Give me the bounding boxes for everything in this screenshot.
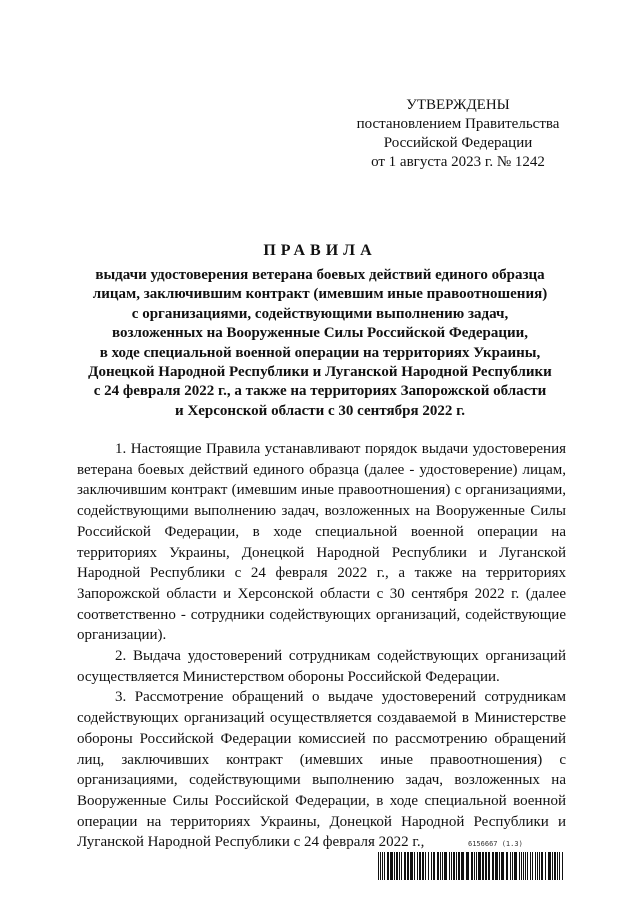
subtitle-line: возложенных на Вооруженные Силы Российской Федерации, [111, 325, 529, 342]
subtitle-line: с организациями, содействующими выполнению задач, [131, 305, 509, 322]
barcode-block [378, 840, 566, 900]
document-body [77, 439, 566, 853]
subtitle-line: лицам, заключившим контракт (имевшим иные правоотношения) [92, 286, 548, 303]
approval-date-number: от 1 августа 2023 г. № 1242 [371, 154, 545, 170]
subtitle-line: и Херсонской области с 30 сентября 2022 г. [175, 402, 465, 419]
paragraph-1: 1. Настоящие Правила устанавливают порядок выдачи удостоверения ветерана боевых действий единого образца (далее - удостоверение) лицам, заключившим контракт (имевшим иные правоотношения) с организациями, содействующими выполнению задач, возложенных на Вооруженные Силы Российской Федерации, в ходе специальной военной операции на территориях Украины, Донецкой Народной Республики и Луганской Народной Республики с 24 февраля 2022 г., а также на территориях Запорожской области и Херсонской области с 30 сентября 2022 г. (далее соответственно - сотрудники содействующих организаций, содействующие организации). [77, 441, 566, 644]
document-subtitle [0, 266, 640, 421]
barcode-number: 6156667 (1.3) [468, 840, 523, 848]
subtitle-line: в ходе специальной военной операции на территориях Украины, [99, 344, 541, 361]
subtitle-line: с 24 февраля 2022 г., а также на территориях Запорожской области [93, 383, 547, 400]
subtitle-line: выдачи удостоверения ветерана боевых действий единого образца [95, 267, 545, 283]
document-title: ПРАВИЛА [263, 242, 377, 259]
subtitle-line: Донецкой Народной Республики и Луганской Народной Республики [88, 364, 552, 381]
barcode-icon [378, 852, 566, 880]
paragraph-2: 2. Выдача удостоверений сотрудникам содействующих организаций осуществляется Министерством обороны Российской Федерации. [77, 648, 566, 685]
approval-line: Российской Федерации [383, 135, 533, 151]
approval-heading: УТВЕРЖДЕНЫ [406, 97, 510, 113]
approval-line: постановлением Правительства [356, 116, 560, 132]
paragraph-3: 3. Рассмотрение обращений о выдаче удостоверений сотрудникам содействующих организаций осуществляется создаваемой в Министерстве обороны Российской Федерации комиссией по рассмотрению обращений лиц, заключивших контракт (имевших иные правоотношения) с организациями, содействующими выполнению задач, возложенных на Вооруженные Силы Российской Федерации, в ходе специальной военной операции на территориях Украины, Донецкой Народной Республики и Луганской Народной Республики с 24 февраля 2022 г., [77, 689, 566, 851]
approval-block [340, 96, 576, 172]
